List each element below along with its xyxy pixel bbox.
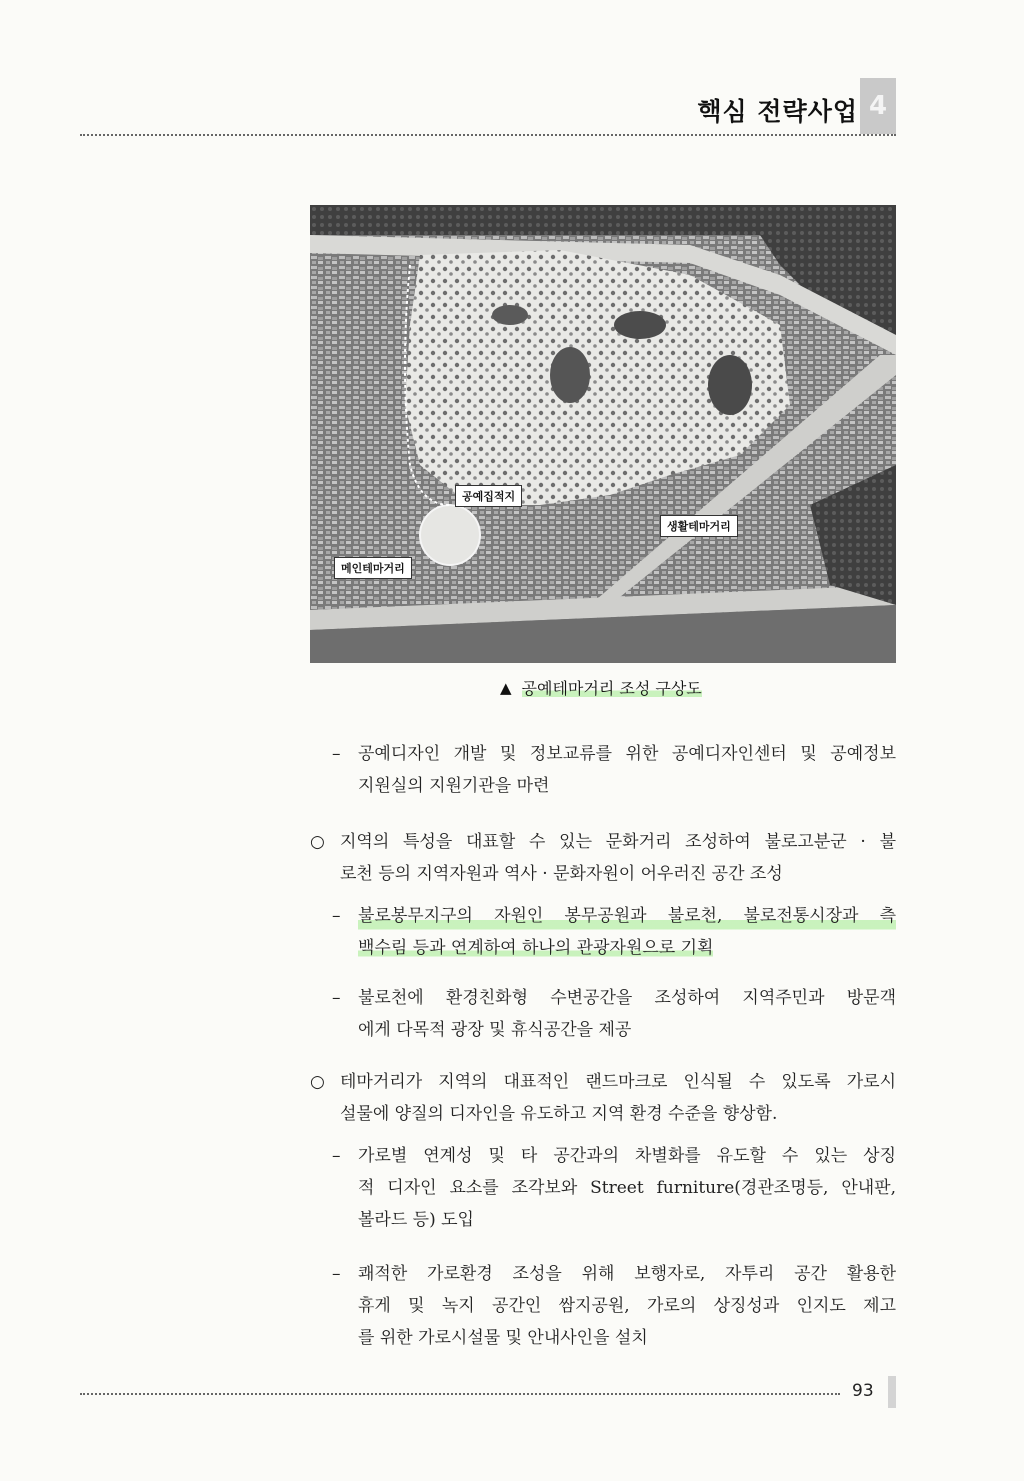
dash-marker: – bbox=[332, 988, 341, 1008]
paragraph-line: 공예디자인 개발 및 정보교류를 위한 공예디자인센터 및 공예정보 bbox=[358, 744, 896, 764]
section-title: 핵심 전략사업 bbox=[697, 97, 858, 126]
paragraph-2 bbox=[310, 826, 896, 890]
header-divider bbox=[80, 134, 896, 136]
page-number: 93 bbox=[852, 1381, 874, 1401]
paragraph-line: 쾌적한 가로환경 조성을 위해 보행자로, 자투리 공간 활용한 bbox=[358, 1264, 896, 1284]
paragraph-line: 지역의 특성을 대표할 수 있는 문화거리 조성하여 불로고분군 · 불 bbox=[340, 832, 896, 852]
paragraph-5 bbox=[310, 1066, 896, 1130]
highlighted-text: 백수림 등과 연계하여 하나의 관광자원으로 기획 bbox=[358, 938, 714, 958]
paragraph-line bbox=[358, 932, 896, 964]
map-label-main-theme-street: 메인테마거리 bbox=[334, 557, 412, 579]
paragraph-line: 테마거리가 지역의 대표적인 랜드마크로 인식될 수 있도록 가로시 bbox=[340, 1072, 896, 1092]
paragraph-7 bbox=[332, 1258, 896, 1354]
footer-divider bbox=[80, 1393, 840, 1395]
triangle-icon: ▲ bbox=[500, 678, 512, 697]
paragraph-line: 불로천에 환경친화형 수변공간을 조성하여 지역주민과 방문객 bbox=[358, 988, 896, 1008]
paragraph-line: 설물에 양질의 디자인을 유도하고 지역 환경 수준을 향상함. bbox=[340, 1104, 778, 1124]
paragraph-line: 휴게 및 녹지 공간인 쌈지공원, 가로의 상징성과 인지도 제고 bbox=[358, 1296, 896, 1316]
map-label-craft-cluster: 공예집적지 bbox=[455, 485, 522, 507]
paragraph-6 bbox=[332, 1140, 896, 1236]
paragraph-4 bbox=[332, 982, 896, 1046]
paragraph-1 bbox=[332, 738, 896, 802]
paragraph-line: 볼라드 등) 도입 bbox=[358, 1210, 474, 1230]
paragraph-line: 지원실의 지원기관을 마련 bbox=[358, 776, 550, 796]
circle-marker: ○ bbox=[310, 832, 325, 852]
aerial-photo bbox=[310, 205, 896, 663]
chapter-number-tab: 4 bbox=[860, 78, 896, 134]
circle-marker: ○ bbox=[310, 1072, 325, 1092]
paragraph-3 bbox=[332, 900, 896, 964]
dash-marker: – bbox=[332, 1146, 341, 1166]
paragraph-line: 불로봉무지구의 자원인 봉무공원과 불로천, 불로전통시장과 측 bbox=[358, 900, 896, 932]
paragraph-line: 로천 등의 지역자원과 역사 · 문화자원이 어우러진 공간 조성 bbox=[340, 864, 783, 884]
figure-caption bbox=[500, 676, 702, 699]
aerial-map-figure bbox=[310, 205, 896, 663]
dash-marker: – bbox=[332, 1264, 341, 1284]
paragraph-line: 가로별 연계성 및 타 공간과의 차별화를 유도할 수 있는 상징 bbox=[358, 1146, 896, 1166]
paragraph-line: 에게 다목적 광장 및 휴식공간을 제공 bbox=[358, 1020, 632, 1040]
map-label-life-theme-street: 생활테마거리 bbox=[660, 515, 738, 537]
caption-text: 공예테마거리 조성 구상도 bbox=[522, 676, 702, 699]
dash-marker: – bbox=[332, 744, 341, 764]
paragraph-line: 를 위한 가로시설물 및 안내사인을 설치 bbox=[358, 1328, 648, 1348]
paragraph-line: 적 디자인 요소를 조각보와 Street furniture(경관조명등, 안내판, bbox=[358, 1178, 896, 1198]
page-edge-tab bbox=[888, 1376, 896, 1408]
dash-marker: – bbox=[332, 906, 341, 926]
